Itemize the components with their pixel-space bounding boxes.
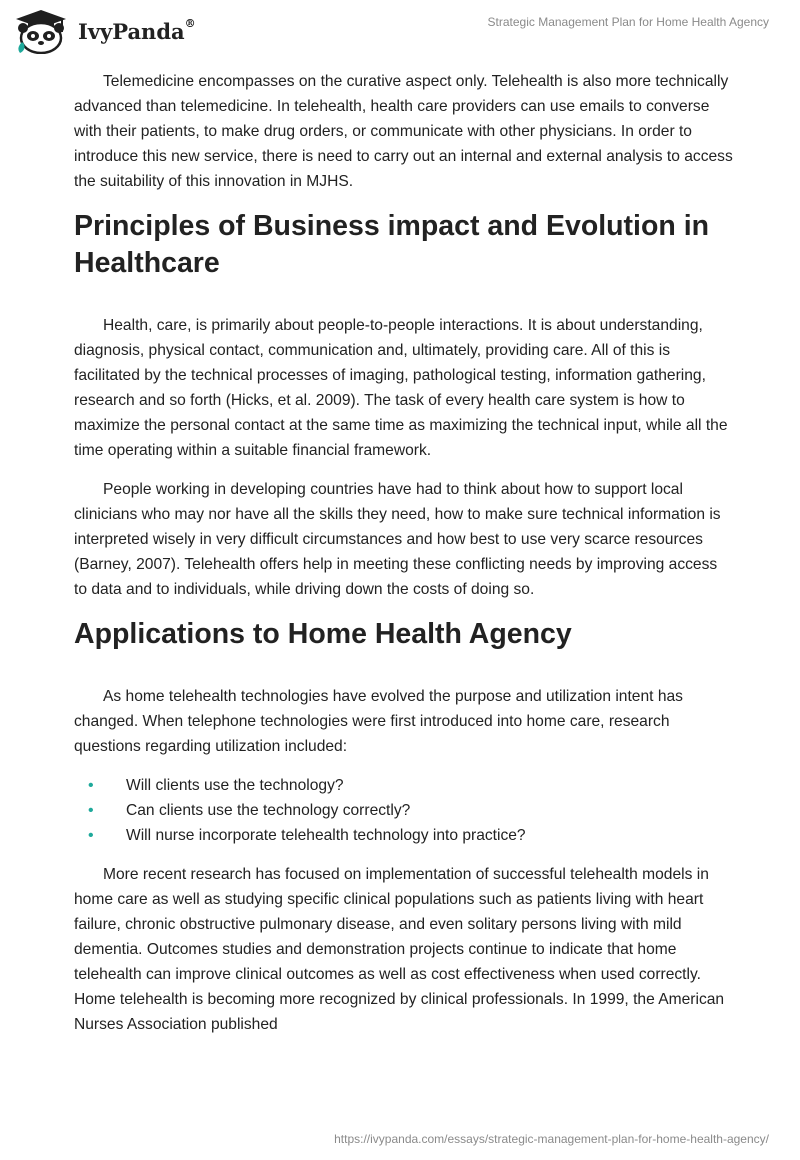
- section-heading-applications: Applications to Home Health Agency: [74, 618, 572, 650]
- list-item: [74, 773, 734, 798]
- bullet-icon: •: [88, 777, 94, 794]
- logo-wordmark: IvyPanda®: [78, 17, 196, 44]
- bullet-list: [74, 773, 734, 848]
- section-heading-principles: Principles of Business impact and Evolution in Healthcare: [74, 210, 710, 279]
- list-item-text: Will nurse incorporate telehealth technology into practice?: [126, 827, 526, 844]
- essay-body: [74, 69, 734, 1051]
- bullet-icon: •: [88, 802, 94, 819]
- bullet-icon: •: [88, 827, 94, 844]
- paragraph: Telemedicine encompasses on the curative aspect only. Telehealth is also more technically advanced than telemedicine. In telehealth, health care providers can use emails to converse with their patients, to make drug orders, or communicate with other physicians. In order to introduce this new service, there is need to carry out an internal and external analysis to access the suitability of this innovation in MJHS.: [74, 73, 733, 190]
- paragraph: As home telehealth technologies have evolved the purpose and utilization intent has changed. When telephone technologies were first introduced into home care, research questions regarding utilization included:: [74, 688, 683, 755]
- panda-mascot-icon: [12, 8, 70, 54]
- paragraph: Health, care, is primarily about people-to-people interactions. It is about understanding, diagnosis, physical contact, communication and, ultimately, providing care. All of this is facilitated by the technical processes of imaging, pathological testing, information gathering, research and so forth (Hicks, et al. 2009). The task of every health care system is how to maximize the personal contact at the same time as maximizing the technical input, while all the time operating within a suitable financial framework.: [74, 317, 728, 459]
- list-item: [74, 823, 734, 848]
- registered-mark: ®: [184, 17, 196, 30]
- paragraph: People working in developing countries have had to think about how to support local clinicians who may nor have all the skills they need, how to make sure technical information is interpreted wisely in very difficult circumstances and how best to use very scarce resources (Barney, 2007). Telehealth offers help in meeting these conflicting needs by improving access to data and to individuals, while driving down the costs of doing so.: [74, 481, 721, 598]
- list-item: [74, 798, 734, 823]
- source-url-link[interactable]: https://ivypanda.com/essays/strategic-management-plan-for-home-health-agency/: [334, 1132, 769, 1146]
- page-header: [0, 0, 800, 62]
- ivypanda-logo[interactable]: [12, 8, 262, 56]
- document-title: Strategic Management Plan for Home Health Agency: [487, 15, 769, 29]
- paragraph: More recent research has focused on implementation of successful telehealth models in home care as well as studying specific clinical populations such as patients living with heart failure, chronic obstructive pulmonary disease, and even solitary persons living with mild dementia. Outcomes studies and demonstration projects continue to indicate that home telehealth can improve clinical outcomes as well as cost effectiveness when used correctly. Home telehealth is becoming more recognized by clinical professionals. In 1999, the American Nurses Association published: [74, 866, 725, 1033]
- list-item-text: Will clients use the technology?: [126, 777, 344, 794]
- list-item-text: Can clients use the technology correctly?: [126, 802, 411, 819]
